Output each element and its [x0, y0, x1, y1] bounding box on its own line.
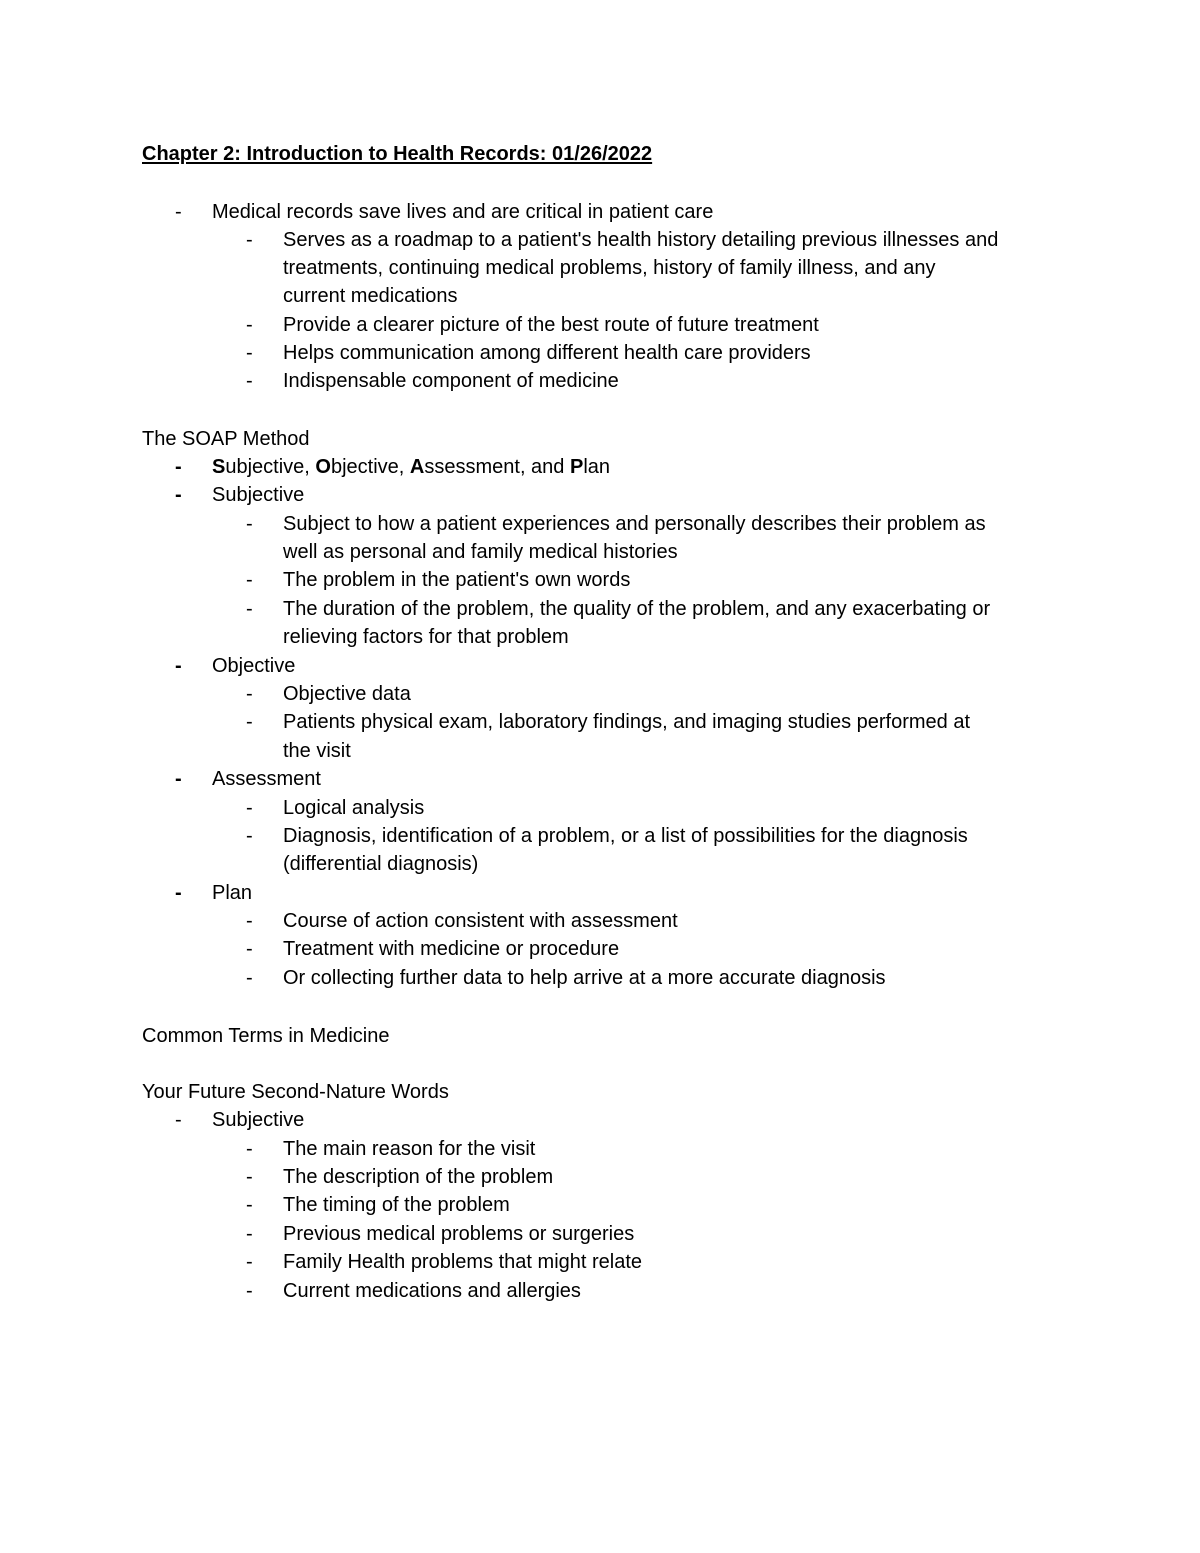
- soap-letter-a: A: [409, 456, 425, 478]
- page-title: Chapter 2: Introduction to Health Records: 01/26/2022: [142, 143, 653, 165]
- bullet-dash: -: [246, 569, 253, 591]
- second-nature-item: Family Health problems that might relate: [283, 1251, 643, 1273]
- bullet-dash: -: [246, 825, 253, 847]
- soap-subjective-item-continued: well as personal and family medical histories: [283, 541, 678, 563]
- bullet-dash: -: [246, 342, 253, 364]
- bullet-dash: -: [246, 967, 253, 989]
- bullet-dash: -: [246, 1166, 253, 1188]
- soap-objective-item-continued: the visit: [283, 740, 351, 762]
- common-terms-heading: Common Terms in Medicine: [142, 1025, 390, 1047]
- bullet-dash: -: [175, 484, 182, 506]
- intro-sub-item: Helps communication among different health care providers: [283, 342, 811, 364]
- bullet-dash: -: [175, 655, 182, 677]
- bullet-dash: -: [175, 1109, 182, 1131]
- intro-sub-item-continued: treatments, continuing medical problems, history of family illness, and any: [283, 257, 936, 279]
- soap-objective-label: Objective: [212, 655, 296, 677]
- second-nature-item: The timing of the problem: [283, 1194, 510, 1216]
- intro-sub-item-continued: current medications: [283, 285, 458, 307]
- soap-letter-p: P: [569, 456, 584, 478]
- bullet-dash: -: [246, 1251, 253, 1273]
- soap-assessment-item: Logical analysis: [283, 797, 425, 819]
- intro-sub-item: Indispensable component of medicine: [283, 370, 619, 392]
- bullet-dash: -: [246, 1194, 253, 1216]
- bullet-dash: -: [246, 711, 253, 733]
- soap-heading: The SOAP Method: [142, 428, 310, 450]
- soap-subjective-item: The problem in the patient's own words: [283, 569, 631, 591]
- bullet-dash: -: [246, 1223, 253, 1245]
- bullet-dash: -: [246, 683, 253, 705]
- bullet-dash: -: [175, 882, 182, 904]
- soap-plan-item: Course of action consistent with assessment: [283, 910, 678, 932]
- soap-plan-label: Plan: [212, 882, 253, 904]
- bullet-dash: -: [246, 910, 253, 932]
- soap-letter-s: S: [212, 456, 226, 478]
- soap-subjective-label: Subjective: [212, 484, 305, 506]
- intro-sub-item: Serves as a roadmap to a patient's health history detailing previous illnesses and: [283, 229, 999, 251]
- soap-assessment-item-continued: (differential diagnosis): [283, 853, 479, 875]
- bullet-dash: -: [246, 370, 253, 392]
- intro-main-item: Medical records save lives and are critical in patient care: [212, 201, 714, 223]
- soap-assessment-label: Assessment: [212, 768, 321, 790]
- intro-sub-item: Provide a clearer picture of the best route of future treatment: [283, 314, 819, 336]
- bullet-dash: -: [246, 797, 253, 819]
- soap-subjective-item-continued: relieving factors for that problem: [283, 626, 569, 648]
- soap-letter-o: O: [315, 456, 331, 478]
- bullet-dash: -: [246, 513, 253, 535]
- soap-summary: Subjective, Objective, Assessment, and Plan: [212, 456, 611, 478]
- second-nature-subjective-label: Subjective: [212, 1109, 305, 1131]
- bullet-dash: -: [246, 1138, 253, 1160]
- bullet-dash: -: [175, 768, 182, 790]
- bullet-dash: -: [175, 201, 182, 223]
- bullet-dash: -: [246, 1280, 253, 1302]
- bullet-dash: -: [175, 456, 182, 478]
- second-nature-item: The description of the problem: [283, 1166, 554, 1188]
- bullet-dash: -: [246, 598, 253, 620]
- soap-objective-item: Objective data: [283, 683, 411, 705]
- soap-plan-item: Or collecting further data to help arrive at a more accurate diagnosis: [283, 967, 886, 989]
- soap-objective-item: Patients physical exam, laboratory findings, and imaging studies performed at: [283, 711, 971, 733]
- soap-subjective-item: Subject to how a patient experiences and personally describes their problem as: [283, 513, 986, 535]
- soap-plan-item: Treatment with medicine or procedure: [283, 938, 620, 960]
- soap-subjective-item: The duration of the problem, the quality of the problem, and any exacerbating or: [283, 598, 991, 620]
- second-nature-item: The main reason for the visit: [283, 1138, 536, 1160]
- second-nature-item: Current medications and allergies: [283, 1280, 581, 1302]
- second-nature-heading: Your Future Second-Nature Words: [142, 1081, 449, 1103]
- soap-assessment-item: Diagnosis, identification of a problem, or a list of possibilities for the diagnosis: [283, 825, 968, 847]
- bullet-dash: -: [246, 938, 253, 960]
- bullet-dash: -: [246, 229, 253, 251]
- second-nature-item: Previous medical problems or surgeries: [283, 1223, 635, 1245]
- bullet-dash: -: [246, 314, 253, 336]
